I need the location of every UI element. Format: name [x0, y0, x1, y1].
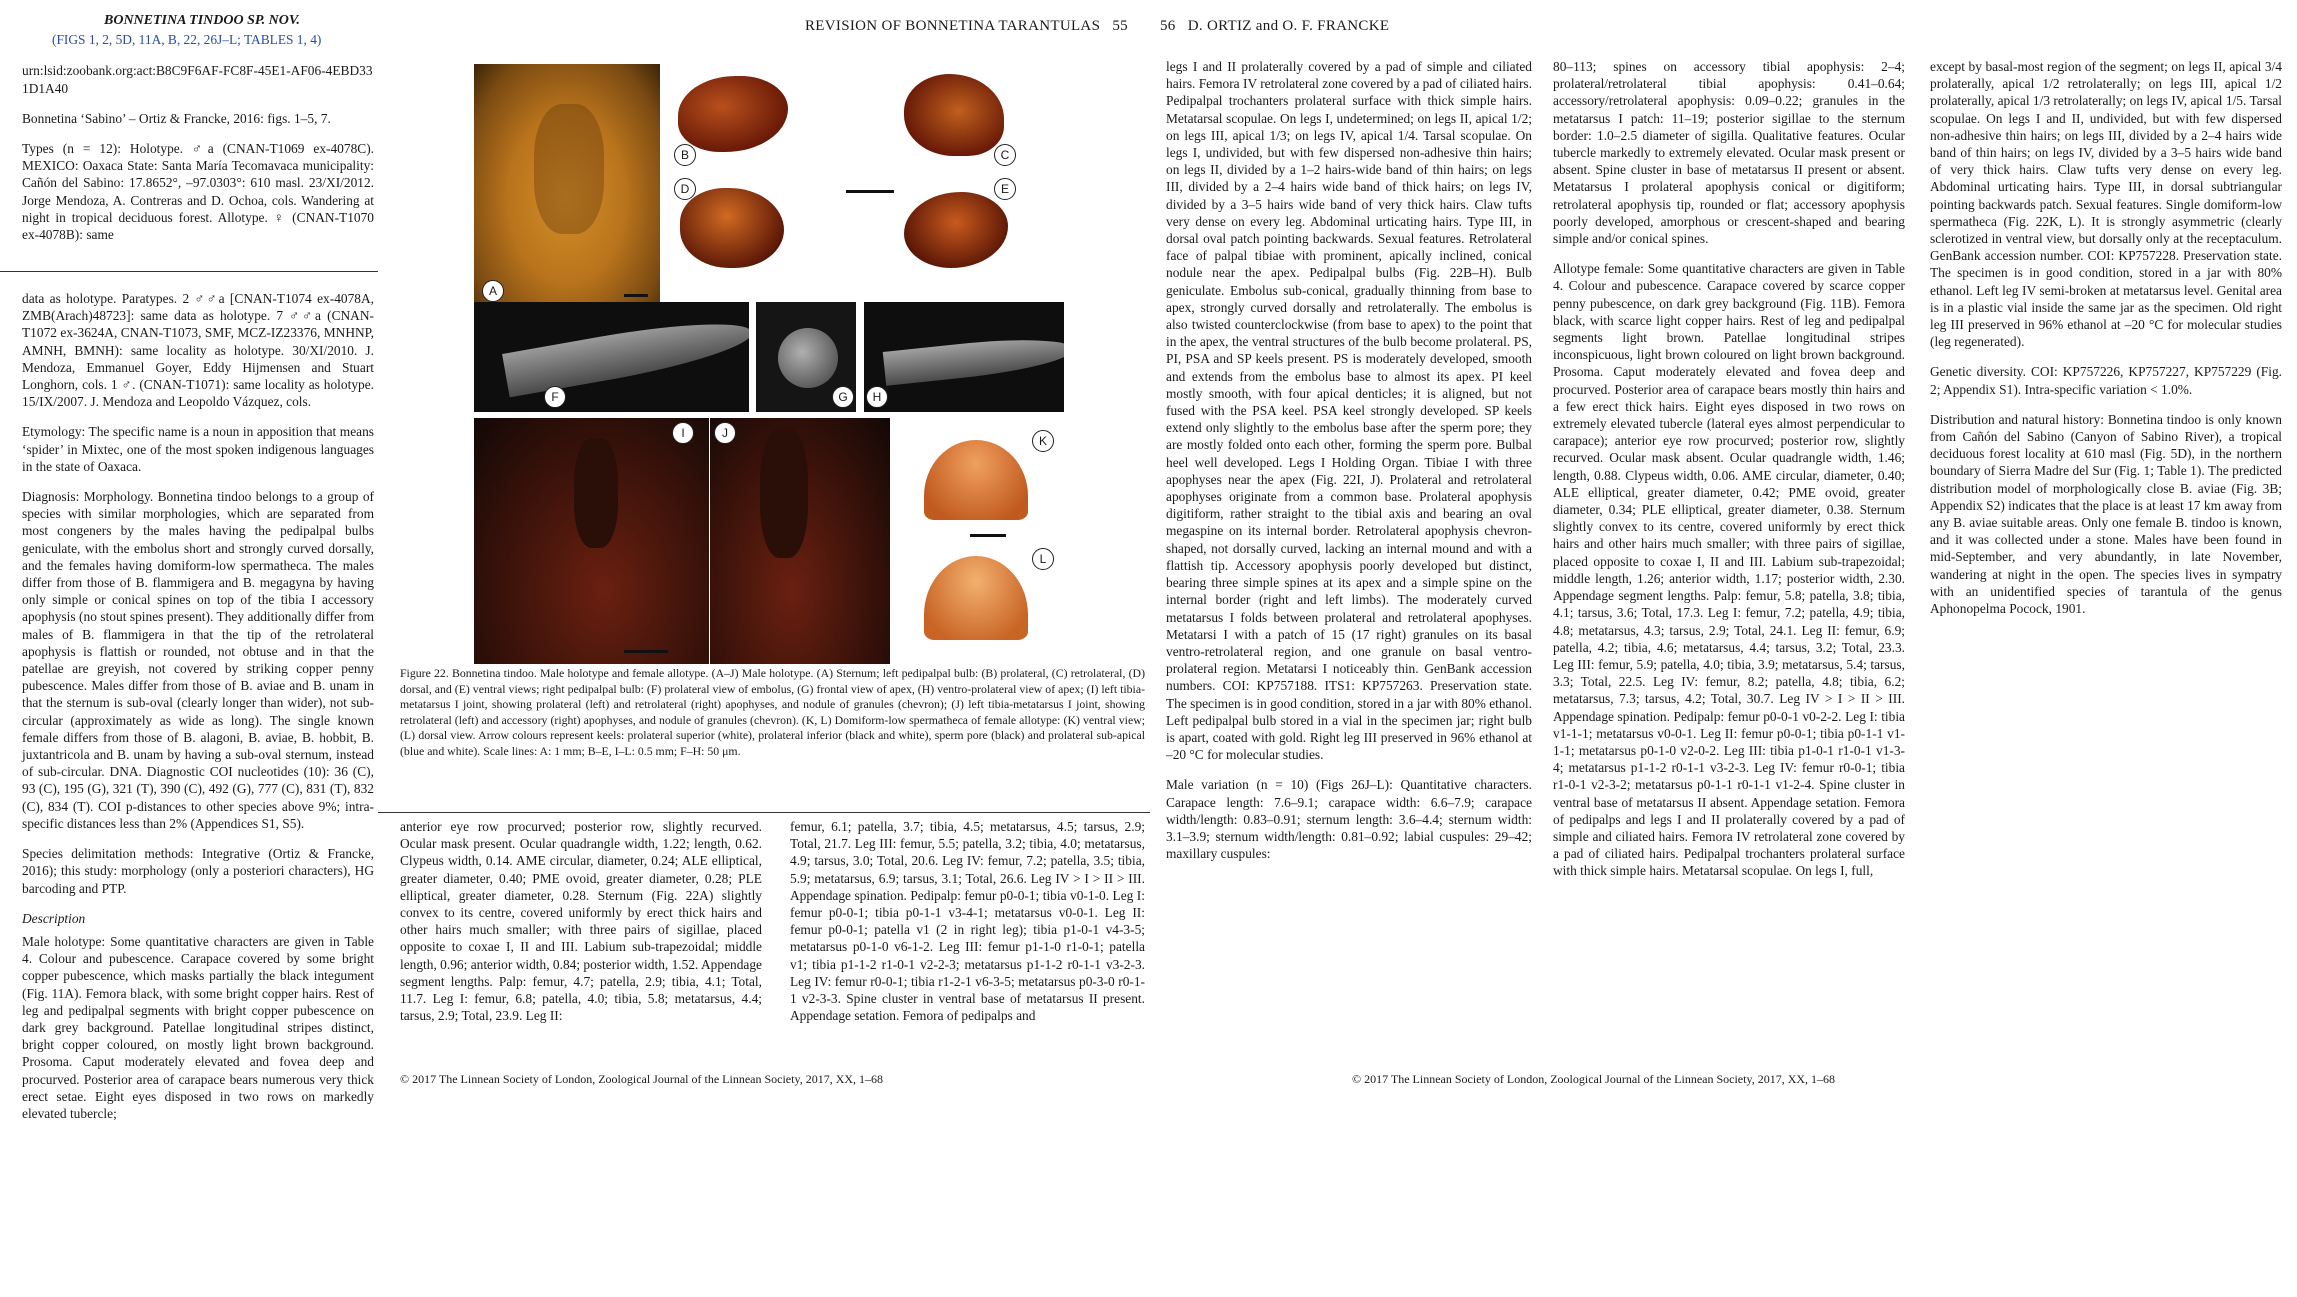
- panel-g-apex-frontal: [756, 302, 856, 412]
- label-b: B: [674, 144, 696, 166]
- label-a: A: [482, 280, 504, 302]
- right-column-3: [1930, 58, 2282, 630]
- male-variation-paragraph: Male variation (n = 10) (Figs 26J–L): Quantitative characters. Carapace length: 7.6–9.1; carapace width: 6.6–7.9; carapace width/length: 0.83–0.91; sternum length: 3.6–4.4; sternum width: 3.1–3.9; sternum width/length: 0.81–0.92; labial cuspules: 29–42; maxillary cuspules:: [1166, 777, 1532, 862]
- etymology-paragraph: Etymology: The specific name is a noun in apposition that means ‘spider’ in Mixtec, one of the most spoken indigenous languages in the state of Oaxaca.: [22, 424, 374, 474]
- footer-right: © 2017 The Linnean Society of London, Zoological Journal of the Linnean Society, 2017, XX, 1–68: [1352, 1072, 1836, 1086]
- scale-bar-b-e: [846, 190, 896, 193]
- distribution-paragraph: Distribution and natural history: Bonnetina tindoo is only known from Cañón del Sabino (Canyon of Sabino River), a tropical deciduous forest locality at 610 masl (Fig. 5D), in the northern boundary of Sierra Madre del Sur (Fig. 1; Table 1). The predicted distribution model of morphologically close B. aviae (Fig. 3B; Appendix S2) indicates that the place is at least 17 km away from any B. aviae suitable areas. Only one female B. tindoo is known, and it was collected under a stone. Males have been found in mid-September, and very abundantly, in late November, wandering at night in the open. The species lives in sympatry with an unidentified species of tarantula of the genus Aphonopelma Pocock, 1901.: [1930, 411, 2282, 617]
- panel-i-tibia-joint-prolateral: [474, 418, 709, 664]
- scale-bar-i-l: [624, 650, 668, 653]
- running-head-right: 56 D. ORTIZ and O. F. FRANCKE: [1160, 18, 1390, 34]
- figure-divider-left: [0, 271, 378, 272]
- figure-22-caption: Figure 22. Bonnetina tindoo. Male holotype and female allotype. (A–J) Male holotype. (A) Sternum; left pedipalpal bulb: (B) prolateral, (C) retrolateral, (D) dorsal, and (E) ventral views; right pedipalpal bulb: (F) prolateral view of embolus, (G) frontal view of apex, (H) ventro-prolateral view of apex; (I) left tibia-metatarsus I joint, showing prolateral (left) and retrolateral (right) apophyses, and nodule of granules (chevron); (J) left tibia-metatarsus I joint, showing retrolateral (left) and accessory (right) apophyses, and nodule of granules (chevron). (K, L) Domiform-low spermatheca of female allotype: (K) ventral view; (L) dorsal view. Arrow colours represent keels: prolateral superior (white), prolateral inferior (black and white), sperm pore (black) and prolateral sub-apical (blue and white). Scale lines: A: 1 mm; B–E, I–L: 0.5 mm; F–H: 50 μm.: [400, 666, 1145, 758]
- panel-l-spermatheca-dorsal: [904, 542, 1059, 657]
- label-i: I: [672, 422, 694, 444]
- label-l: L: [1032, 548, 1054, 570]
- right-column-1: [1166, 58, 1532, 875]
- allotype-female-paragraph: Allotype female: Some quantitative characters are given in Table 4. Colour and pubescence. Carapace covered by scarce copper penny pubescence, on dark grey background (Fig. 11B). Femora black, with scarce light copper hairs. Rest of leg and pedipalpal segments light brown. Patellae longitudinal stripes inconspicuous, light brown coloured on light brown background. Prosoma. Caput moderately elevated and fovea deep and procurved. Posterior area of carapace bears mostly thin hairs and a few erect thick hairs. Eight eyes disposed in two rows on extremely elevated tubercle (lateral eyes almost perpendicular to carapace); anterior eye row procurved; posterior row, slightly recurved. Ocular mask absent. Ocular quadrangle width, 1.46; length, 0.88. Clypeus width, 0.06. AME circular, diameter, 0.40; ALE elliptical, greater diameter, 0.42; PME ovoid, greater diameter, 0.34; PLE elliptical, greater diameter, 0.38. Sternum slightly convex to its centre, covered uniformly by erect thick hairs and other hairs much smaller; with three pairs of sigillae, placed opposite to coxae I, II and III. Labium sub-trapezoidal; middle length, 1.26; anterior width, 1.17; posterior width, 2.30. Appendage segment lengths. Palp: femur, 5.8; patella, 3.8; tibia, 4.1; tarsus, 3.6; Total, 17.3. Leg I: femur, 7.2; patella, 4.9; tibia, 4.8; metatarsus, 4.3; tarsus, 2.9; Total, 24.1. Leg II: femur, 6.9; patella, 4.2; tibia, 4.6; metatarsus, 4.4; tarsus, 3.2; Total, 23.3. Leg III: femur, 5.9; patella, 4.0; tibia, 3.9; metatarsus, 5.4; tarsus, 3.3; Total, 22.5. Leg IV: femur, 8.2; patella, 4.8; tibia, 6.2; metatarsus, 7.3; tarsus, 4.2; Total, 30.7. Leg IV > I > II > III. Appendage spination. Pedipalp: femur p0-0-1 v0-2-2. Leg I: tibia v1-1-1; metatarsus v0-0-1. Leg II: femur p0-0-1; tibia p0-1-1 v1-1-1; metatarsus p0-1-0 v2-0-2. Leg III: tibia p1-0-1 r1-0-1 v1-3-4; metatarsus p1-1-2 r0-1-1 v3-2-3. Leg IV: femur r0-0-1; tibia r1-0-1 v2-3-2; metatarsus p0-1-1 r0-1-1 v1-2-4. Spine cluster in ventral base of metatarsus II absent. Appendage setation. Femora of pedipalps and legs I and II prolaterally covered by a pad of simple and ciliated hairs. Femora IV retrolateral zone covered by a pad of ciliated hairs. Pedipalpal trochanters prolateral surface with thick simple hairs. Metatarsal scopulae. On legs I, full,: [1553, 261, 1905, 879]
- figure-divider-bottom: [378, 812, 1150, 813]
- scale-bar-a: [624, 294, 648, 297]
- label-d: D: [674, 178, 696, 200]
- male-holotype-paragraph: Male holotype: Some quantitative characters are given in Table 4. Colour and pubescence. Carapace covered by some bright copper pubescence, which masks partially the black integument (Fig. 11A). Femora black, with some bright copper hairs. Rest of leg and pedipalpal segments with bright copper pubescence on dark grey background. Patellae longitudinal stripes distinct, bright copper coloured, on mostly light brown background. Prosoma. Caput moderately elevated and fovea deep and procurved. Posterior area of carapace bears numerous very thick erect setae. Eight eyes disposed in two rows on markedly elevated tubercle;: [22, 933, 374, 1121]
- right-col2a-text: 80–113; spines on accessory tibial apophysis: 2–4; prolateral/retrolateral tibial apophysis: 0.41–0.64; accessory/retrolateral apophysis: 0.09–0.22; granules in the metatarsus I patch: 11–19; posterior sigillae to the sternum border: 1.0–2.5 diameter of sigilla. Qualitative features. Ocular tubercle markedly to extremely elevated. Ocular mask present or absent. Spine cluster in base of metatarsus II present or absent. Metatarsus I prolateral apophysis conical or digitiform; retrolateral apophysis tip, rounded or flat; accessory apophysis poorly developed, amorphous or crescent-shaped and bearing simple and/or conical spines.: [1553, 59, 1905, 247]
- col3-text: femur, 6.1; patella, 3.7; tibia, 4.5; metatarsus, 4.5; tarsus, 2.9; Total, 21.7. Leg III: femur, 5.5; patella, 3.2; tibia, 4.0; metatarsus, 4.9; tarsus, 3.0; Total, 20.6. Leg IV: femur, 7.2; patella, 3.5; tibia, 5.9; metatarsus, 6.9; tarsus, 3.1; Total, 26.6. Leg IV > I > II > III. Appendage spination. Pedipalp: femur p0-0-1; tibia v0-1-0. Leg I: femur p0-0-1; tibia p0-1-1 v3-4-1; metatarsus v0-0-1. Leg II: femur p0-0-1; patella v1 (2 in right leg); tibia p1-0-1 v4-3-5; metatarsus p0-1-0 v6-1-2. Leg III: femur p1-1-0 r1-0-1; patella v1; tibia p1-1-2 r1-0-1 v2-2-3; metatarsus p1-1-2 r0-1-1 v3-2-3. Leg IV: femur r0-0-1; tibia r1-2-1 v6-3-5; metatarsus p0-3-0 r0-1-1 v2-3-3. Spine cluster in ventral base of metatarsus II present. Appendage setation. Femora of pedipalps and: [790, 819, 1145, 1024]
- panel-h-apex-ventro-prolateral: [864, 302, 1064, 412]
- figs-line[interactable]: (FIGS 1, 2, 5D, 11A, B, 22, 26J–L; TABLES 1, 4): [52, 32, 322, 48]
- synonymy: Bonnetina ‘Sabino’ – Ortiz & Francke, 2016: figs. 1–5, 7.: [22, 110, 331, 126]
- panel-k-spermatheca-ventral: [904, 424, 1059, 534]
- page-56: [1160, 0, 2297, 1297]
- panel-j-tibia-joint-retrolateral: [710, 418, 890, 664]
- delimitation-paragraph: Species delimitation methods: Integrative (Ortiz & Francke, 2016); this study: morphology (only a posteriori characters), HG barcoding and PTP.: [22, 846, 374, 896]
- running-head-left: REVISION OF BONNETINA TARANTULAS 55: [805, 18, 1128, 34]
- figure-22: [474, 64, 1064, 664]
- label-f: F: [544, 386, 566, 408]
- genetic-diversity-paragraph: Genetic diversity. COI: KP757226, KP757227, KP757229 (Fig. 2; Appendix S1). Intra-specific variation < 1.0%.: [1930, 364, 2282, 397]
- panel-e-bulb-ventral: [894, 174, 1019, 278]
- column-2-body: [400, 818, 762, 1037]
- label-k: K: [1032, 430, 1054, 452]
- label-g: G: [832, 386, 854, 408]
- right-col3a-text: except by basal-most region of the segment; on legs II, apical 3/4 prolaterally, apical 1/2 retrolaterally; on legs III, apical 1/2 prolaterally, apical 1/3 retrolaterally; on legs IV, apical 1/5. Tarsal scopulae. On legs I and II, undivided, but with few dispersed non-adhesive thin hairs; on legs III, divided by a 2–4 hairs wide band of thin hairs; on legs IV, divided by a 3–5 hairs wide band of very thick hairs. Claw tufts very dense on every leg. Abdominal urticating hairs. Type III, in dorsal subtriangular pointing backwards patch. Sexual features. Single domiform-low spermatheca (Fig. 22K, L). It is strongly asymmetric (clearly sclerotized in ventral view, but dorsally only at the receptaculum. GenBank accession number. COI: KP757228. Preservation state. The specimen is in good condition, stored in a jar with 80% ethanol. Left leg IV semi-broken at metatarsus level. Genital area is in a plastic vial inside the same jar as the specimen. Old right leg III preserved in 96% ethanol at –20 °C for molecular studies (leg regenerated).: [1930, 59, 2282, 350]
- col2-text: anterior eye row procurved; posterior row, slightly recurved. Ocular mask present. Ocular quadrangle width, 1.22; length, 0.62. Clypeus width, 0.14. AME circular, diameter, 0.24; ALE elliptical, greater diameter, 0.40; PME ovoid, greater diameter, 0.28; PLE elliptical, greater diameter, 0.28. Sternum (Fig. 22A) slightly convex to its centre, covered uniformly by erect thick hairs and other hairs much smaller; with three pairs of sigillae, placed opposite to coxae I, II and III. Labium sub-trapezoidal; middle length, 0.96; anterior width, 0.84; posterior width, 1.52. Appendage segment lengths. Palp: femur, 4.7; patella, 2.9; tibia, 4.1; Total, 11.7. Leg I: femur, 6.8; patella, 4.0; tibia, 5.8; metatarsus, 4.4; tarsus, 2.9; Total, 23.9. Leg II:: [400, 819, 762, 1024]
- panel-d-bulb-dorsal: [670, 174, 795, 278]
- panel-f-embolus-sem: [474, 302, 749, 412]
- right-column-2: [1553, 58, 1905, 893]
- right-col1-text: legs I and II prolaterally covered by a pad of simple and ciliated hairs. Femora IV retrolateral zone covered by a pad of ciliated hairs. Pedipalpal trochanters prolateral surface with thick simple hairs. Metatarsal scopulae. On legs I, undetermined; on legs II, apical 1/2; on legs III, apical 1/3; on legs IV, apical 1/4. Tarsal scopulae. On legs I, undivided, but with few dispersed non-adhesive thin hairs; on legs II, divided by a 1–2 hairs-wide band of thin hairs; on legs III, divided by a 2–4 hairs wide band of thick hairs; on legs IV, divided by a 3–5 hairs wide band of very thick hairs. Claw tufts very dense on every leg. Abdominal urticating hairs. Type III, in dorsal oval patch pointing backwards. Sexual features. Retrolateral face of palpal tibiae with prominent, apically inclined, conical nodule near the apex. Pedipalpal bulbs (Fig. 22B–H). Bulb geniculate. Embolus sub-conical, gradually thinning from base to apex, strongly curved dorsally and retrolaterally. The embolus is also twisted counterclockwise (from base to apex) to the point that in the apex, the ventral structures of the bulb become prolateral. PS, PI, PSA and SP keels present. PS is moderately developed, smooth and extends from the embolus base to almost its apex. PI keel mostly smooth, with four apical denticles; it is aligned, but not fused with the PSA keel. PSA keel strongly developed. SP keels extend only slightly to the embolus base after the sperm pore; they are mostly folded onto each other, forming the sperm pore. Bulbal heel well developed. Legs I Holding Organ. Tibiae I with three apophyses near the apex (Fig. 22I, J). Prolateral and retrolateral apophyses originate from a common base. Prolateral apophysis digitiform, rather straight to the tibial axis and bearing an oval megaspine on its internal border. Retrolateral apophysis chevron-shaped, not dorsally curved, lacking an internal mound and with a flattish tip. Accessory apophysis poorly developed but distinct, bearing three simple spines at its apex and a simple spine on the internal border (right and left limbs). The moderately curved metatarsus I folds between prolateral and retrolateral apophyses. Metatarsi I with a patch of 15 (17 right) granules on its basal ventro-retrolateral region, and one granule on basal ventro-prolateral region. Metatarsi I noticeably thin. GenBank accession numbers. COI: KP757188. ITS1: KP757263. Preservation state. The specimen is in good condition, stored in a jar with 80% ethanol. Left pedipalpal bulb stored in a vial in the specimen jar; right bulb is apart, coated with gold. Right leg III preserved in 96% ethanol at –20 °C for molecular studies.: [1166, 59, 1532, 763]
- column-3-body: [790, 818, 1145, 1037]
- label-e: E: [994, 178, 1016, 200]
- panel-b-bulb-prolateral: [670, 64, 795, 168]
- footer-left: © 2017 The Linnean Society of London, Zoological Journal of the Linnean Society, 2017, XX, 1–68: [400, 1072, 884, 1086]
- species-heading: BONNETINA TINDOO SP. NOV.: [104, 13, 300, 28]
- diagnosis-paragraph: Diagnosis: Morphology. Bonnetina tindoo belongs to a group of species with similar morphologies, which are separated from most congeners by the males having the pedipalpal bulbs geniculate, with the embolus short and strongly curved dorsally, and the females having domiform-low spermatheca. The males differ from those of B. flammigera and B. megagyna by having only simple or conical spines on top of the tibia I accessory apophysis (no stout spines present). They additionally differ from males of B. flammigera in that the tip of the retrolateral apophysis is flattish or rounded, not obtuse and in that the patellae are greyish, not covered by striking copper penny pubescence. Males differ from those of B. aviae and B. unam in that the sternum is sub-oval (clearly longer than wider), not sub-circular (approximately as wide as long). The single known female differs from those of B. alagoni, B. aviae, B. hobbit, B. juxtantricola and B. unam by having a sub-oval sternum, instead of sub-circular. DNA. Diagnostic COI nucleotides (10): 36 (C), 93 (C), 195 (G), 321 (T), 390 (C), 492 (G), 777 (C), 831 (T), 832 (C), 834 (T). COI p-distances to other species above 9%; intra-specific distances less than 2% (Appendices S1, S5).: [22, 489, 374, 831]
- label-j: J: [714, 422, 736, 444]
- paratypes-paragraph: data as holotype. Paratypes. 2 ♂♂a [CNAN-T1074 ex-4078A, ZMB(Arach)48723]: same data as holotype. 7 ♂♂a (CNAN-T1072 ex-3624A, CNAN-T1073, SMF, MCZ-IZ23376, MNHNP, AMNH, BMNH): same locality as holotype. 30/XI/2010. J. Mendoza, Emmanuel Goyer, Eddy Hijmensen and Stuart Longhorn, cols. 1 ♂. (CNAN-T1071): same locality as holotype. 15/IX/2007. J. Mendoza and Leopoldo Vázquez, cols.: [22, 291, 374, 410]
- panel-c-bulb-retrolateral: [894, 64, 1019, 168]
- species-header-block: [22, 12, 374, 243]
- label-c: C: [994, 144, 1016, 166]
- column-1-body: [22, 290, 374, 1135]
- panel-a-sternum: [474, 64, 660, 308]
- description-heading: Description: [22, 910, 86, 926]
- label-h: H: [866, 386, 888, 408]
- zoobank-lsid: urn:lsid:zoobank.org:act:B8C9F6AF-FC8F-45E1-AF06-4EBD331D1A40: [22, 63, 373, 96]
- scale-bar-k: [970, 534, 1006, 537]
- types-paragraph: Types (n = 12): Holotype. ♂a (CNAN-T1069 ex-4078C). MEXICO: Oaxaca State: Santa María Tecomavaca municipality: Cañón del Sabino: 17.8652°, –97.0303°: 610 masl. 23/XI/2012. Jorge Mendoza, A. Contreras and D. Ochoa, cols. Wandering at night in tropical deciduous forest. Allotype. ♀ (CNAN-T1070 ex-4078B): same: [22, 141, 374, 243]
